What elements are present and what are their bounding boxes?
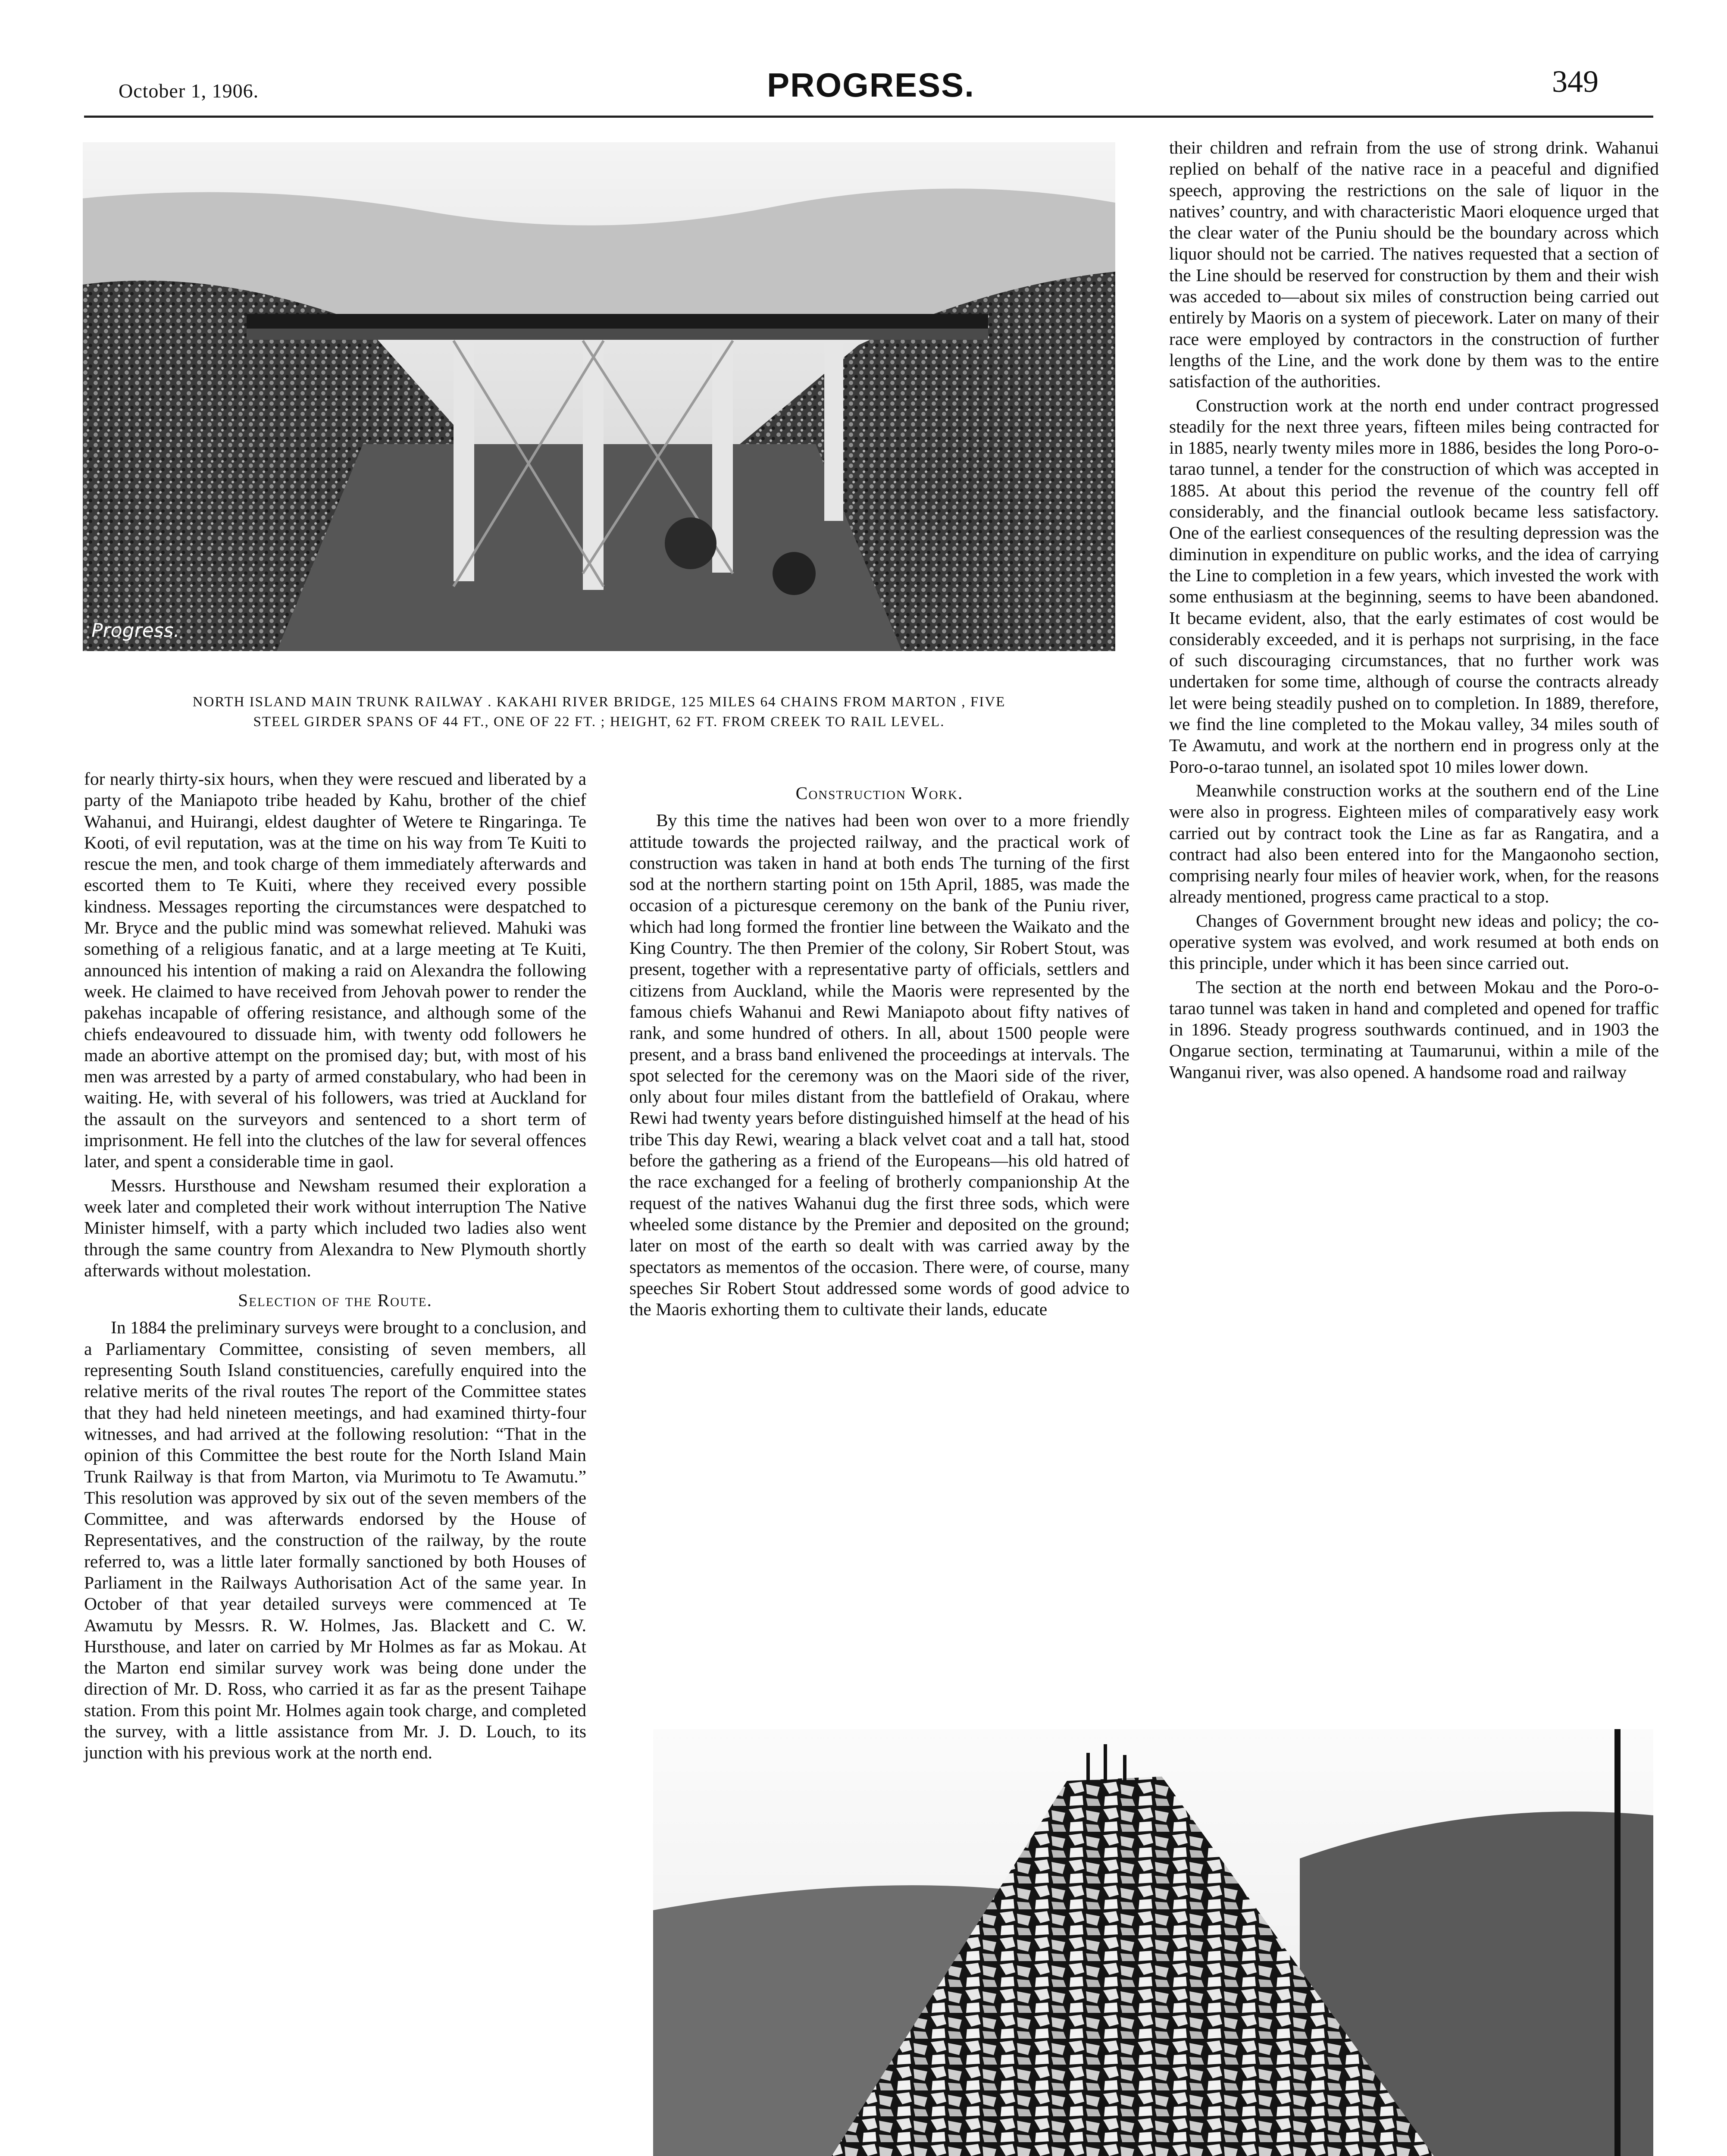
column-left <box>84 768 586 1766</box>
masthead-title: PROGRESS. <box>767 66 975 104</box>
bridge-photo-credit: Progress. <box>91 620 180 642</box>
issue-date: October 1, 1906. <box>119 80 259 102</box>
bridge-photo-drawing <box>83 142 1115 651</box>
column-left-paragraph-1: for nearly thirty-six hours, when they were rescued and liberated by a party of the Maniapoto tribe headed by Kahu, brother of the chief Wahanui, and Huirangi, eldest daughter of Wetere te Ringaringa. Te Kooti, of evil reputation, was at the time on his way from Te Kuiti to rescue the men, and took charge of them immediately afterwards and escorted them to Te Kuiti, where they received every possible kindness. Messages reporting the circumstances were despatched to Mr. Bryce and the public mind was somewhat relieved. Mahuki was something of a religious fanatic, and at a large meeting at Te Kuiti, announced his intention of making a raid on Alexandra the following week. He claimed to have received from Jehovah power to render the pakehas incapable of offering resistance, and although some of the chiefs endeavoured to dissuade him, with twenty odd followers he made an abortive attempt on the promised day; but, with most of his men was arrested by a party of armed constabulary, who had been in waiting. He, with several of his followers, was tried at Auckland for the assault on the surveyors and sentenced to a short term of imprisonment. He fell into the clutches of the law for several offences later, and spent a considerable time in gaol. <box>84 769 586 1172</box>
section-heading-construction-work: Construction Work. <box>795 783 964 803</box>
bridge-caption-line-2: STEEL GIRDER SPANS OF 44 FT., ONE OF 22 FT. ; HEIGHT, 62 FT. FROM CREEK TO RAIL LEVEL. <box>253 714 945 730</box>
header-rule <box>84 116 1653 118</box>
bridge-caption-line-1: NORTH ISLAND MAIN TRUNK RAILWAY . KAKAHI RIVER BRIDGE, 125 MILES 64 CHAINS FROM MARTON , FIVE <box>192 694 1006 710</box>
column-left-paragraph-3: In 1884 the preliminary surveys were brought to a conclusion, and a Parliamentary Committee, consisting of seven members, all representing South Island constituencies, carefully enquired into the relative merits of the rival routes The report of the Committee states that they had held nineteen meetings, and had examined thirty-four witnesses, and had arrived at the following resolution: “That in the opinion of this Committee the best route for the North Island Main Trunk Railway is that from Marton, via Murimotu to Te Awamutu.” This resolution was approved by six out of the seven members of the Committee, and was afterwards endorsed by the House of Representatives, and the construction of the railway, by the route referred to, was a little later formally sanctioned by both Houses of Parliament in the Railways Authorisation Act of the same year. In October of that year detailed surveys were commenced at Te Awamutu by Messrs. R. W. Holmes, Jas. Blackett and C. W. Hursthouse, and later on carried by Mr Holmes as far as Mokau. At the Marton end similar survey work was being done under the direction of Mr. D. Ross, who carried it as far as the present Taihape station. From this point Mr. Holmes again took charge, and completed the survey, with a little assistance from Mr. J. D. Louch, to its junction with his previous work at the north end. <box>84 1317 586 1763</box>
embankment-photograph <box>653 1729 1653 2156</box>
column-right-paragraph-3: Meanwhile construction works at the southern end of the Line were also in progress. Eighteen miles of comparatively easy work carried out by contract took the Line as far as Rangatira, and a contract had also been entered into for the Mangaonoho section, comprising nearly four miles of heavier work, when, for the reasons already mentioned, progress came practical to a stop. <box>1169 780 1659 907</box>
column-left-paragraph-2: Messrs. Hursthouse and Newsham resumed their exploration a week later and completed their work without interruption The Native Minister himself, with a party which included two ladies also went through the same country from Alexandra to New Plymouth shortly afterwards without molestation. <box>84 1175 586 1280</box>
bridge-caption <box>83 692 1115 732</box>
section-heading-selection-of-route: Selection of the Route. <box>238 1290 432 1310</box>
column-middle-paragraph-1: By this time the natives had been won over to a more friendly attitude towards the projected railway, and the practical work of construction was taken in hand at both ends The turning of the first sod at the northern starting point on 15th April, 1885, was made the occasion of a picturesque ceremony on the bank of the Puniu river, which had long formed the frontier line between the Waikato and the King Country. The then Premier of the colony, Sir Robert Stout, was present, together with a representative party of officials, settlers and citizens from Auckland, while the Maoris were represented by the famous chiefs Wahanui and Rewi Maniapoto about fifty natives of rank, and some hundred of others. In all, about 1500 people were present, and a brass band enlivened the proceedings at intervals. The spot selected for the ceremony was on the Maori side of the river, only about four miles distant from the battlefield of Orakau, where Rewi had twenty years before distinguished himself at the head of his tribe This day Rewi, wearing a black velvet coat and a tall hat, stood before the gathering as a friend of the Europeans—his old hatred of the race exchanged for a feeling of brotherly companionship At the request of the natives Wahanui dug the first three sods, which were wheeled some distance by the Premier and deposited on the ground; later on most of the earth so dealt with was carried away by the spectators as mementos of the occasion. There were, of course, many speeches Sir Robert Stout addressed some words of good advice to the Maoris exhorting them to cultivate their lands, educate <box>629 810 1129 1319</box>
column-right-paragraph-1: their children and refrain from the use of strong drink. Wahanui replied on behalf of the native race in a peaceful and dignified speech, approving the restrictions on the sale of liquor in the natives’ country, and with characteristic Maori eloquence urged that the clear water of the Puniu should be the boundary across which liquor should not be carried. The natives requested that a section of the Line should be reserved for construction by them and their wish was acceded to—about six miles of construction being carried out entirely by Maoris on a system of piecework. Later on many of their race were employed by contractors in the construction of further lengths of the Line, and the work done by them was to the entire satisfaction of the authorities. <box>1169 138 1659 392</box>
column-right <box>1169 137 1659 1085</box>
column-right-paragraph-5: The section at the north end between Mokau and the Poro-o-tarao tunnel was taken in hand and completed and opened for traffic in 1896. Steady progress southwards continued, and in 1903 the Ongarue section, terminating at Taumarunui, within a mile of the Wanganui river, was also opened. A handsome road and railway <box>1169 977 1659 1082</box>
column-right-paragraph-4: Changes of Government brought new ideas and policy; the co-operative system was evolved, and work resumed at both ends on this principle, under which it has been since carried out. <box>1169 910 1659 973</box>
column-middle <box>629 774 1129 1322</box>
page-number: 349 <box>1552 64 1599 99</box>
column-right-paragraph-2: Construction work at the north end under contract progressed steadily for the next three years, fifteen miles being contracted for in 1885, nearly twenty miles more in 1886, besides the long Poro-o-tarao tunnel, a tender for the construction of which was accepted in 1885. At about this period the revenue of the country fell off considerably, and the financial outlook became less satisfactory. One of the earliest consequences of the resulting depression was the diminution in expenditure on public works, and the idea of carrying the Line to completion in a few years, which invested the work with some enthusiasm at the beginning, seems to have been abandoned. It became evident, also, that the early estimates of cost would be considerably exceeded, and it is perhaps not surprising, in the face of such discouraging circumstances, that no further work was undertaken for some time, although of course the contracts already let were being steadily pushed on to completion. In 1889, therefore, we find the line completed to the Mokau valley, 34 miles south of Te Awamutu, and work at the northern end in progress only at the Poro-o-tarao tunnel, an isolated spot 10 miles lower down. <box>1169 395 1659 777</box>
embankment-photo-drawing <box>653 1729 1653 2156</box>
bridge-photograph <box>83 142 1115 651</box>
